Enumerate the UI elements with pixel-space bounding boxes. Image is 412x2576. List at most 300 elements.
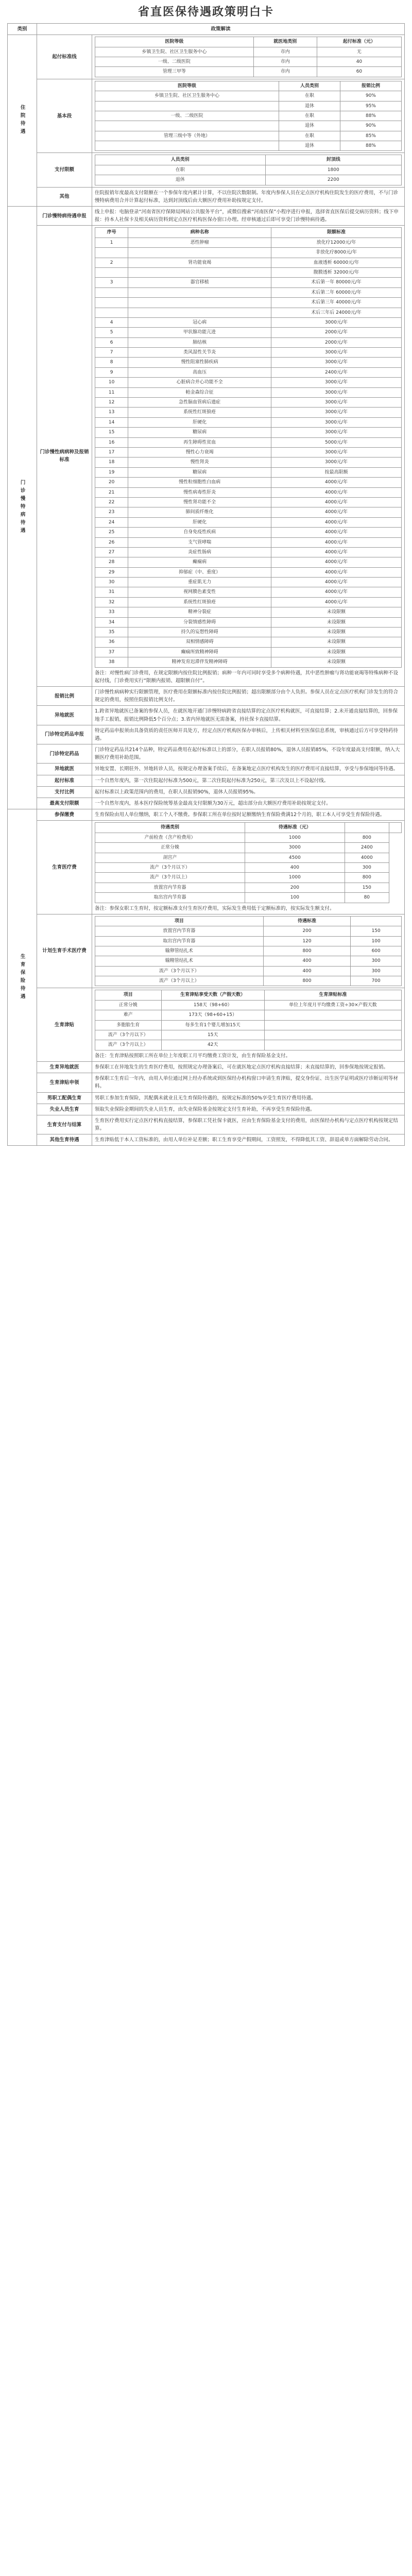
section-text: 一个自然年度内，第一次住院起付标准为500元，第二次住院起付标准为250元，第三次及以上不设起付线。 xyxy=(95,777,329,784)
inner-row xyxy=(95,348,402,358)
inner-cell: 400 xyxy=(263,966,351,976)
section-label: 生育医疗费 xyxy=(37,821,92,914)
inner-row xyxy=(95,328,402,337)
inner-cell xyxy=(95,248,128,258)
inner-cell: 800 xyxy=(345,833,389,842)
inner-cell: 取出宫内节育器 xyxy=(95,893,245,903)
inner-row xyxy=(95,358,402,367)
inner-cell: 13 xyxy=(95,408,128,417)
section-label: 门诊特定药品 xyxy=(37,744,92,764)
section-label: 最高支付限额 xyxy=(37,798,92,809)
inner-cell: 1000 xyxy=(245,873,345,883)
inner-cell: 11 xyxy=(95,387,128,397)
inner-cell: 精神分裂症 xyxy=(128,607,271,617)
inner-row xyxy=(95,843,402,853)
inner-cell: 流产（3个月以下） xyxy=(95,862,245,872)
inner-header-row xyxy=(95,990,402,1000)
section-content xyxy=(92,1115,405,1134)
section-text: 1.跨省异地就医已备案的参保人员，在就医地开通门诊慢特病跨省直接结算的定点医疗机构就医，可直接结算；2.未开通直接结算的，回参保地手工报销，报销比例降低5个百分点；3.省内异地就医无需备案，持社保卡直接结算。 xyxy=(95,708,398,722)
inner-row xyxy=(95,628,402,637)
inner-row xyxy=(95,637,402,647)
inner-cell: 肝硬化 xyxy=(128,517,271,527)
inner-cell: 输卵管结扎术 xyxy=(95,946,264,956)
inner-cell: 2400元/年 xyxy=(271,367,402,377)
inner-cell: 20 xyxy=(95,478,128,487)
inner-cell: 17 xyxy=(95,448,128,457)
inner-cell: 炎症性肠病 xyxy=(128,547,271,557)
inner-row xyxy=(95,883,402,892)
inner-cell: 市内 xyxy=(253,67,317,77)
section-text: 参保职工在异地发生的生育医疗费用，按照规定办理备案后，可在就医地定点医疗机构直接结算；未直接结算的，回参保地按规定报销。 xyxy=(95,1064,389,1070)
inner-cell: 100 xyxy=(245,893,345,903)
inner-cell: 肺间质纤维化 xyxy=(128,507,271,517)
inner-cell: 600 xyxy=(351,946,402,956)
inner-cell: 4000元/年 xyxy=(271,537,402,547)
inner-cell: 8 xyxy=(95,358,128,367)
inner-row xyxy=(95,517,402,527)
section-row xyxy=(8,1061,405,1073)
inner-cell: 29 xyxy=(95,567,128,577)
inner-cell: 12 xyxy=(95,398,128,408)
inner-row xyxy=(95,497,402,507)
detail-table xyxy=(95,81,402,151)
inner-cell xyxy=(95,287,128,297)
inner-row xyxy=(95,417,402,427)
inner-cell: 乡镇卫生院、社区卫生服务中心 xyxy=(95,91,279,101)
section-text: 特定药品申报须由具备资质的责任医师开具处方，经定点医疗机构医保办审核后，上传相关材料至医保信息系统，审核通过后方可享受特药待遇。 xyxy=(95,727,399,741)
inner-cell: 放化疗12000元/年 xyxy=(271,238,402,247)
inner-cell: 15天 xyxy=(161,1030,264,1040)
inner-header-cell: 报销比例 xyxy=(340,81,401,91)
inner-cell: 800 xyxy=(345,873,389,883)
inner-cell xyxy=(95,121,279,131)
section-row xyxy=(8,725,405,744)
inner-cell: 4000元/年 xyxy=(271,557,402,567)
inner-header-cell: 生育津贴享受天数（产假天数） xyxy=(161,990,264,1000)
inner-cell: 每多生育1个婴儿增加15天 xyxy=(161,1020,264,1030)
section-text: 门诊特定药品共214个品种，特定药品费用在起付标准以上的部分，在职人员报销80%，退休人员报销85%，不设年度最高支付限额，纳入大额医疗费用补助范围。 xyxy=(95,747,400,761)
inner-row xyxy=(95,47,402,57)
inner-cell: 19 xyxy=(95,467,128,477)
inner-cell: 40 xyxy=(317,57,401,66)
section-row xyxy=(8,706,405,725)
inner-cell: 糖尿病 xyxy=(128,428,271,437)
inner-row xyxy=(95,428,402,437)
inner-cell xyxy=(95,101,279,111)
inner-cell: 术后第三年 40000元/年 xyxy=(271,298,402,308)
section-content xyxy=(92,798,405,809)
policy-table xyxy=(7,23,405,1146)
inner-cell: 退休 xyxy=(95,175,266,185)
inner-row xyxy=(95,478,402,487)
section-content xyxy=(92,786,405,798)
inner-row xyxy=(95,936,402,946)
inner-cell: 3000元/年 xyxy=(271,358,402,367)
inner-cell: 3000元/年 xyxy=(271,378,402,387)
header-category: 类别 xyxy=(8,24,37,35)
inner-cell: 重症肌无力 xyxy=(128,578,271,587)
inner-row xyxy=(95,101,402,111)
inner-row xyxy=(95,647,402,657)
section-content xyxy=(92,1134,405,1146)
inner-cell: 类风湿性关节炎 xyxy=(128,348,271,358)
inner-row xyxy=(95,408,402,417)
inner-row xyxy=(95,537,402,547)
inner-cell: 自身免疫性疾病 xyxy=(128,528,271,537)
inner-header-row xyxy=(95,37,402,47)
inner-cell: 乡镇卫生院、社区卫生服务中心 xyxy=(95,47,254,57)
inner-cell: 100 xyxy=(351,936,402,946)
section-content xyxy=(92,1104,405,1115)
inner-cell: 甲状腺功能亢进 xyxy=(128,328,271,337)
inner-row xyxy=(95,862,402,872)
section-content xyxy=(92,706,405,725)
inner-header-cell: 就医地类别 xyxy=(253,37,317,47)
inner-cell: 难产 xyxy=(95,1010,162,1020)
inner-cell: 2000元/年 xyxy=(271,328,402,337)
inner-cell: 再生障碍性贫血 xyxy=(128,437,271,447)
inner-cell: 产前检查（含产检费用） xyxy=(95,833,245,842)
section-row xyxy=(8,1115,405,1134)
inner-row xyxy=(95,238,402,247)
inner-header-cell: 起付标准（元） xyxy=(317,37,401,47)
inner-cell: 158天（98+60） xyxy=(161,1000,264,1010)
inner-cell: 3000元/年 xyxy=(271,348,402,358)
section-text: 异地安置、长期驻外、异地转诊人员，按规定办理备案手续后，在备案地定点医疗机构发生的医疗费用可直接结算，享受与参保地同等待遇。 xyxy=(95,766,399,772)
inner-cell: 80 xyxy=(345,893,389,903)
section-label: 参保缴费 xyxy=(37,809,92,821)
inner-cell: 4000元/年 xyxy=(271,497,402,507)
section-content xyxy=(92,207,405,226)
inner-row xyxy=(95,287,402,297)
inner-cell: 88% xyxy=(340,141,401,151)
inner-row xyxy=(95,507,402,517)
section-row xyxy=(8,686,405,705)
inner-cell: 2200 xyxy=(265,175,401,185)
inner-cell: 高血压 xyxy=(128,367,271,377)
inner-header-cell: 医院等级 xyxy=(95,37,254,47)
inner-row xyxy=(95,131,402,141)
detail-table xyxy=(95,822,402,903)
inner-header-cell: 序号 xyxy=(95,228,128,238)
inner-cell: 慢性肾炎 xyxy=(128,457,271,467)
section-label: 基本段 xyxy=(37,79,92,153)
inner-cell: 术后第二年 60000元/年 xyxy=(271,287,402,297)
inner-cell: 恶性肿瘤 xyxy=(128,238,271,247)
inner-row xyxy=(95,67,402,77)
section-row xyxy=(8,35,405,79)
inner-cell: 3000元/年 xyxy=(271,448,402,457)
section-content xyxy=(92,226,405,687)
inner-cell: 术后第一年 80000元/年 xyxy=(271,278,402,287)
section-text: 生育医疗费用实行定点医疗机构直接结算，参保职工凭社保卡就医，应由生育保险基金支付的费用，由医保经办机构与定点医疗机构按规定结算。 xyxy=(95,1117,399,1132)
inner-cell: 多胞胎生育 xyxy=(95,1020,162,1030)
inner-cell: 癫痫病 xyxy=(128,557,271,567)
inner-header-row xyxy=(95,916,402,926)
inner-row xyxy=(95,833,402,842)
inner-header-cell: 项目 xyxy=(95,990,162,1000)
section-row xyxy=(8,1134,405,1146)
inner-header-cell: 项目 xyxy=(95,916,264,926)
inner-header-cell: 生育津贴标准 xyxy=(264,990,401,1000)
inner-row xyxy=(95,387,402,397)
inner-cell: 200 xyxy=(263,926,351,936)
inner-cell: 36 xyxy=(95,637,128,647)
inner-cell: 4500 xyxy=(245,853,345,862)
inner-row xyxy=(95,298,402,308)
inner-cell: 700 xyxy=(351,976,402,986)
inner-cell: 120 xyxy=(263,936,351,946)
inner-row xyxy=(95,317,402,327)
inner-cell: 剖宫产 xyxy=(95,853,245,862)
inner-cell: 4000元/年 xyxy=(271,478,402,487)
inner-cell xyxy=(128,287,271,297)
inner-cell: 2000元/年 xyxy=(271,337,402,347)
section-note: 备注：参保女职工生育时，按定额标准支付生育医疗费用，实际发生费用低于定额标准的，按实际发生额支付。 xyxy=(95,905,335,911)
header-policy: 政策解读 xyxy=(37,24,405,35)
inner-cell: 34 xyxy=(95,617,128,627)
inner-row xyxy=(95,966,402,976)
inner-cell: 30 xyxy=(95,578,128,587)
inner-header-row xyxy=(95,228,402,238)
inner-cell: 9 xyxy=(95,367,128,377)
section-content xyxy=(92,686,405,705)
inner-cell: 单位上年度月平均缴费工资÷30×产假天数 xyxy=(264,1000,401,1010)
inner-cell: 200 xyxy=(245,883,345,892)
inner-cell: 300 xyxy=(351,966,402,976)
inner-cell: 分裂情感性障碍 xyxy=(128,617,271,627)
inner-cell: 90% xyxy=(340,91,401,101)
section-content xyxy=(92,988,405,1062)
inner-cell: 5000元/年 xyxy=(271,437,402,447)
section-row xyxy=(8,1073,405,1092)
inner-row xyxy=(95,165,402,175)
inner-cell: 3000元/年 xyxy=(271,387,402,397)
inner-cell: 市内 xyxy=(253,47,317,57)
section-content xyxy=(92,725,405,744)
section-row xyxy=(8,187,405,206)
inner-cell: 在职 xyxy=(279,111,340,121)
inner-cell: 1800 xyxy=(265,165,401,175)
section-text: 一个自然年度内，基本医疗保险统筹基金最高支付限额为30万元，超出部分由大额医疗费用补助按规定支付。 xyxy=(95,801,331,807)
section-label: 生育异地就医 xyxy=(37,1061,92,1073)
inner-header-row xyxy=(95,81,402,91)
section-label: 异地就医 xyxy=(37,706,92,725)
inner-cell: 视网膜色素变性 xyxy=(128,587,271,597)
inner-cell: 7 xyxy=(95,348,128,358)
detail-table xyxy=(95,227,402,667)
section-content xyxy=(92,1092,405,1104)
inner-cell: 32 xyxy=(95,597,128,607)
inner-cell: 85% xyxy=(340,131,401,141)
inner-cell: 术后三年后 24000元/年 xyxy=(271,308,402,317)
inner-cell: 4000元/年 xyxy=(271,517,402,527)
inner-cell: 抑郁症（中、重度） xyxy=(128,567,271,577)
inner-cell: 42天 xyxy=(161,1040,264,1050)
inner-cell: 22 xyxy=(95,497,128,507)
inner-cell: 26 xyxy=(95,537,128,547)
inner-cell: 退休 xyxy=(279,121,340,131)
inner-row xyxy=(95,1010,402,1020)
detail-table xyxy=(95,155,402,185)
inner-cell: 60 xyxy=(317,67,401,77)
inner-header-cell: 待遇标准 xyxy=(263,916,351,926)
inner-cell xyxy=(264,1010,401,1020)
inner-row xyxy=(95,1040,402,1050)
inner-row xyxy=(95,278,402,287)
section-row xyxy=(8,207,405,226)
inner-row xyxy=(95,398,402,408)
inner-cell: 慢性病毒性肝炎 xyxy=(128,487,271,497)
section-text: 参保职工生育后一年内，由用人单位通过网上经办系统或到医保经办机构窗口申请生育津贴，提交身份证、出生医学证明或医疗诊断证明等材料。 xyxy=(95,1076,399,1090)
section-row xyxy=(8,764,405,775)
header-row xyxy=(8,24,405,35)
inner-row xyxy=(95,946,402,956)
inner-row xyxy=(95,547,402,557)
inner-row xyxy=(95,597,402,607)
inner-row xyxy=(95,248,402,258)
inner-header-cell: 待遇类别 xyxy=(95,823,245,833)
inner-row xyxy=(95,657,402,667)
inner-cell: 未设限额 xyxy=(271,607,402,617)
inner-row xyxy=(95,567,402,577)
inner-cell: 1000 xyxy=(245,833,345,842)
section-text: 生育津贴低于本人工资标准的，由用人单位补足差额；职工生育享受产假期间，工资照发，不得降低其工资、辞退或单方面解除劳动合同。 xyxy=(95,1137,393,1143)
section-row xyxy=(8,744,405,764)
section-label: 其他 xyxy=(37,187,92,206)
section-label: 门诊慢特病待遇申报 xyxy=(37,207,92,226)
section-content xyxy=(92,744,405,764)
inner-cell: 慢性心力衰竭 xyxy=(128,448,271,457)
inner-cell: 6 xyxy=(95,337,128,347)
inner-cell: 流产（3个月以上） xyxy=(95,976,264,986)
inner-cell xyxy=(95,308,128,317)
inner-header-cell: 封顶线 xyxy=(265,155,401,165)
inner-cell: 肾功能衰竭 xyxy=(128,258,271,267)
inner-cell: 支气管哮喘 xyxy=(128,537,271,547)
inner-row xyxy=(95,308,402,317)
inner-row xyxy=(95,578,402,587)
inner-cell: 无 xyxy=(317,47,401,57)
section-content xyxy=(92,809,405,821)
inner-cell: 输精管结扎术 xyxy=(95,956,264,966)
section-content xyxy=(92,821,405,914)
section-label: 生育津贴 xyxy=(37,988,92,1062)
inner-cell: 放置宫内节育器 xyxy=(95,883,245,892)
inner-cell: 正常分娩 xyxy=(95,1000,162,1010)
inner-header-cell xyxy=(389,823,401,833)
inner-cell: 3000元/年 xyxy=(271,398,402,408)
section-row xyxy=(8,798,405,809)
inner-header-row xyxy=(95,823,402,833)
inner-cell: 慢性肾功能不全 xyxy=(128,497,271,507)
inner-cell: 未设限额 xyxy=(271,617,402,627)
section-row xyxy=(8,79,405,153)
inner-cell: 双相情感障碍 xyxy=(128,637,271,647)
section-row xyxy=(8,914,405,988)
section-label: 其他生育待遇 xyxy=(37,1134,92,1146)
inner-cell: 流产（3个月以下） xyxy=(95,1030,162,1040)
inner-cell: 系统性红斑狼疮 xyxy=(128,597,271,607)
section-label: 男职工配偶生育 xyxy=(37,1092,92,1104)
section-row xyxy=(8,1104,405,1115)
inner-row xyxy=(95,337,402,347)
inner-row xyxy=(95,1000,402,1010)
inner-cell: 3000元/年 xyxy=(271,417,402,427)
section-row xyxy=(8,809,405,821)
inner-cell: 150 xyxy=(345,883,389,892)
inner-cell: 癫痫所致精神障碍 xyxy=(128,647,271,657)
section-category: 门诊慢特病待遇 xyxy=(8,207,37,809)
inner-cell: 在职 xyxy=(95,165,266,175)
section-label: 计划生育手术医疗费 xyxy=(37,914,92,988)
inner-cell: 未设限额 xyxy=(271,657,402,667)
inner-cell: 300 xyxy=(345,862,389,872)
policy-card xyxy=(7,3,405,1146)
inner-cell xyxy=(128,267,271,277)
inner-cell: 4000元/年 xyxy=(271,587,402,597)
inner-cell: 急性脑血管病后遗症 xyxy=(128,398,271,408)
inner-cell: 95% xyxy=(340,101,401,111)
inner-row xyxy=(95,1030,402,1040)
section-text: 门诊慢性病病种实行限额管理，医疗费用在限额标准内按住院比例报销；超出限额部分由个人负担。参保人员在定点医疗机构门诊发生的符合规定的费用，按照住院报销比例支付。 xyxy=(95,689,399,703)
inner-cell: 腹膜透析 32000元/年 xyxy=(271,267,402,277)
inner-row xyxy=(95,267,402,277)
inner-header-cell: 医院等级 xyxy=(95,81,279,91)
inner-cell: 退休 xyxy=(279,101,340,111)
inner-row xyxy=(95,258,402,267)
inner-cell: 正常分娩 xyxy=(95,843,245,853)
inner-cell: 器官移植 xyxy=(128,278,271,287)
inner-cell: 流产（3个月以上） xyxy=(95,1040,162,1050)
inner-cell: 3000元/年 xyxy=(271,317,402,327)
page-title: 省直医保待遇政策明白卡 xyxy=(138,5,274,19)
inner-cell: 27 xyxy=(95,547,128,557)
inner-cell: 3000元/年 xyxy=(271,457,402,467)
inner-cell: 在职 xyxy=(279,131,340,141)
section-text: 男职工参加生育保险，其配偶未就业且无生育保险待遇的，按规定标准的50%享受生育医疗费用待遇。 xyxy=(95,1095,316,1101)
detail-table xyxy=(95,37,402,77)
inner-cell: 400 xyxy=(263,956,351,966)
inner-cell: 4000元/年 xyxy=(271,578,402,587)
inner-cell: 24 xyxy=(95,517,128,527)
inner-cell: 16 xyxy=(95,437,128,447)
inner-cell: 2 xyxy=(95,258,128,267)
inner-row xyxy=(95,893,402,903)
inner-cell: 4000元/年 xyxy=(271,567,402,577)
inner-cell xyxy=(128,248,271,258)
section-label: 门诊慢性病病种及报销标准 xyxy=(37,226,92,687)
inner-cell: 35 xyxy=(95,628,128,637)
section-label: 支付比例 xyxy=(37,786,92,798)
inner-row xyxy=(95,873,402,883)
inner-header-row xyxy=(95,155,402,165)
inner-row xyxy=(95,607,402,617)
inner-cell xyxy=(264,1040,401,1050)
inner-cell: 28 xyxy=(95,557,128,567)
inner-cell: 4000元/年 xyxy=(271,487,402,497)
section-content xyxy=(92,153,405,187)
inner-row xyxy=(95,976,402,986)
section-row xyxy=(8,226,405,687)
inner-cell: 血液透析 60000元/年 xyxy=(271,258,402,267)
inner-cell: 一级、二级医院 xyxy=(95,57,254,66)
inner-cell: 管理三级中等（外地） xyxy=(95,131,279,141)
inner-cell: 精神发育迟滞伴发精神障碍 xyxy=(128,657,271,667)
inner-header-cell: 限额标准 xyxy=(271,228,402,238)
inner-cell: 800 xyxy=(263,976,351,986)
inner-cell: 1 xyxy=(95,238,128,247)
